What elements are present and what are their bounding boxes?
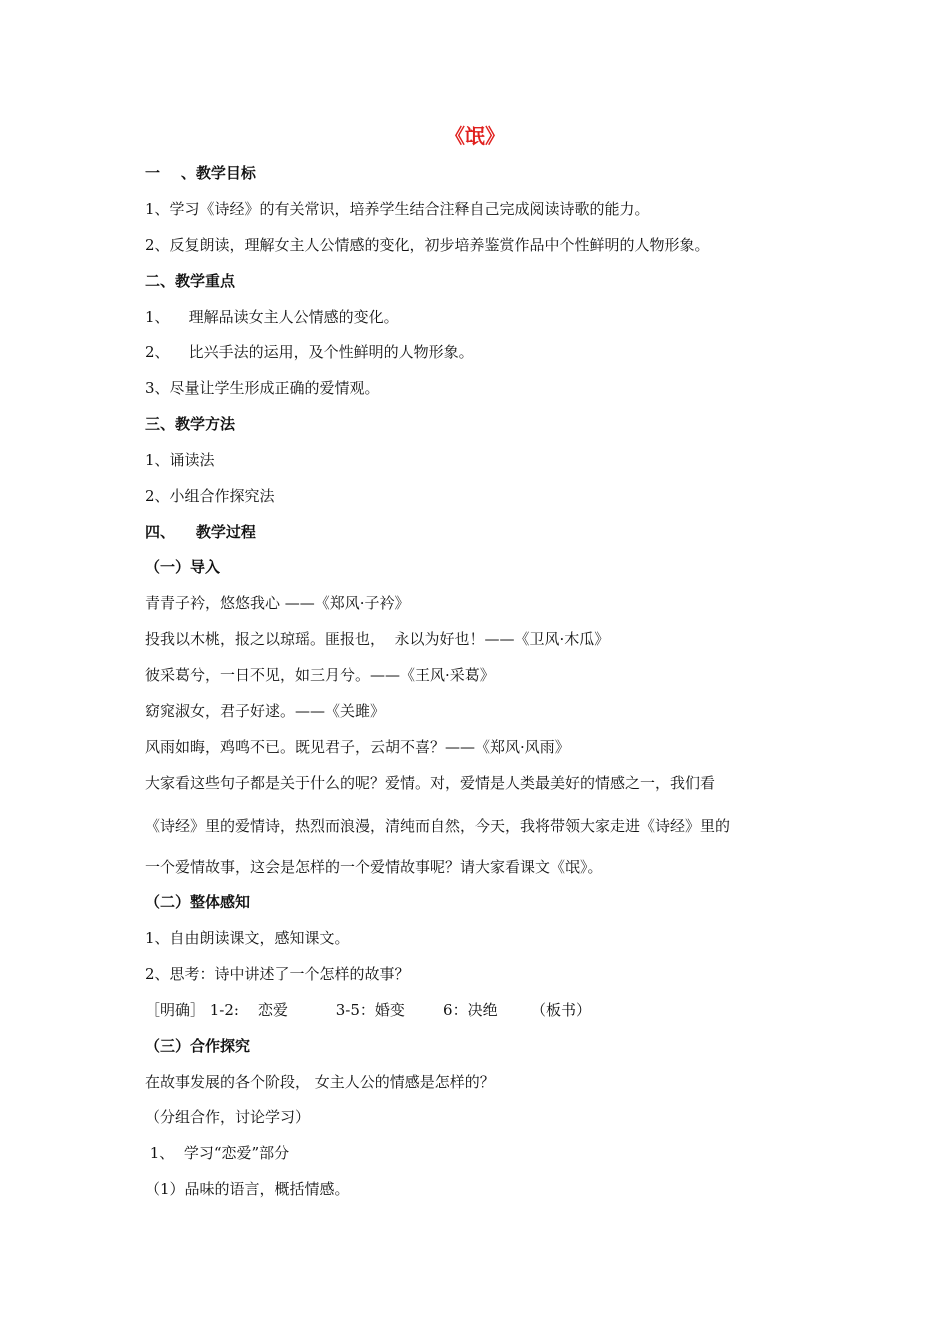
overview-answer: ［明确］ 1-2: 恋爱 3-5：婚变 6：决绝 （板书） xyxy=(145,1001,591,1019)
paragraph-line: 大家看这些句子都是关于什么的呢？爱情。对，爱情是人类最美好的情感之一，我们看 xyxy=(145,774,716,792)
subsection-heading-intro: （一）导入 xyxy=(145,558,221,576)
overview-item: 1、自由朗读课文，感知课文。 xyxy=(145,929,350,947)
overview-item: 2、思考：诗中讲述了一个怎样的故事？ xyxy=(145,965,410,983)
objective-item: 1、学习《诗经》的有关常识，培养学生结合注释自己完成阅读诗歌的能力。 xyxy=(145,200,650,218)
key-point-item: 3、尽量让学生形成正确的爱情观。 xyxy=(145,379,380,397)
key-point-item: 2、 比兴手法的运用，及个性鲜明的人物形象。 xyxy=(145,343,474,361)
inquiry-question: 在故事发展的各个阶段， 女主人公的情感是怎样的？ xyxy=(145,1073,495,1091)
method-item: 1、诵读法 xyxy=(145,451,215,469)
objective-item: 2、反复朗读，理解女主人公情感的变化，初步培养鉴赏作品中个性鲜明的人物形象。 xyxy=(145,236,710,254)
quote-line: 投我以木桃，报之以琼瑶。匪报也， 永以为好也！——《卫风·木瓜》 xyxy=(145,630,610,648)
section-heading-objectives: 一 、教学目标 xyxy=(145,164,256,182)
inquiry-note: （分组合作，讨论学习） xyxy=(145,1108,311,1126)
section-heading-methods: 三、教学方法 xyxy=(145,415,236,433)
section-heading-key-points: 二、教学重点 xyxy=(145,272,236,290)
quote-line: 风雨如晦，鸡鸣不已。既见君子，云胡不喜？——《郑风·风雨》 xyxy=(145,738,570,756)
subsection-heading-overview: （二）整体感知 xyxy=(145,893,251,911)
paragraph-line: 《诗经》里的爱情诗，热烈而浪漫，清纯而自然，今天，我将带领大家走进《诗经》里的 xyxy=(145,817,731,835)
paragraph-line: 一个爱情故事，这会是怎样的一个爱情故事呢？请大家看课文《氓》。 xyxy=(145,858,603,876)
quote-line: 彼采葛兮，一日不见，如三月兮。——《王风·采葛》 xyxy=(145,666,495,684)
document-title: 《氓》 xyxy=(445,124,505,148)
method-item: 2、小组合作探究法 xyxy=(145,487,275,505)
quote-line: 窈窕淑女，君子好逑。——《关雎》 xyxy=(145,702,386,720)
subsection-heading-inquiry: （三）合作探究 xyxy=(145,1037,251,1055)
quote-line: 青青子衿，悠悠我心 ——《郑风·子衿》 xyxy=(145,594,410,612)
section-heading-process: 四、 教学过程 xyxy=(145,523,256,541)
inquiry-item: 1、 学习“恋爱”部分 xyxy=(145,1144,290,1162)
inquiry-subitem: （1）品味的语言，概括情感。 xyxy=(145,1180,350,1198)
key-point-item: 1、 理解品读女主人公情感的变化。 xyxy=(145,308,399,326)
